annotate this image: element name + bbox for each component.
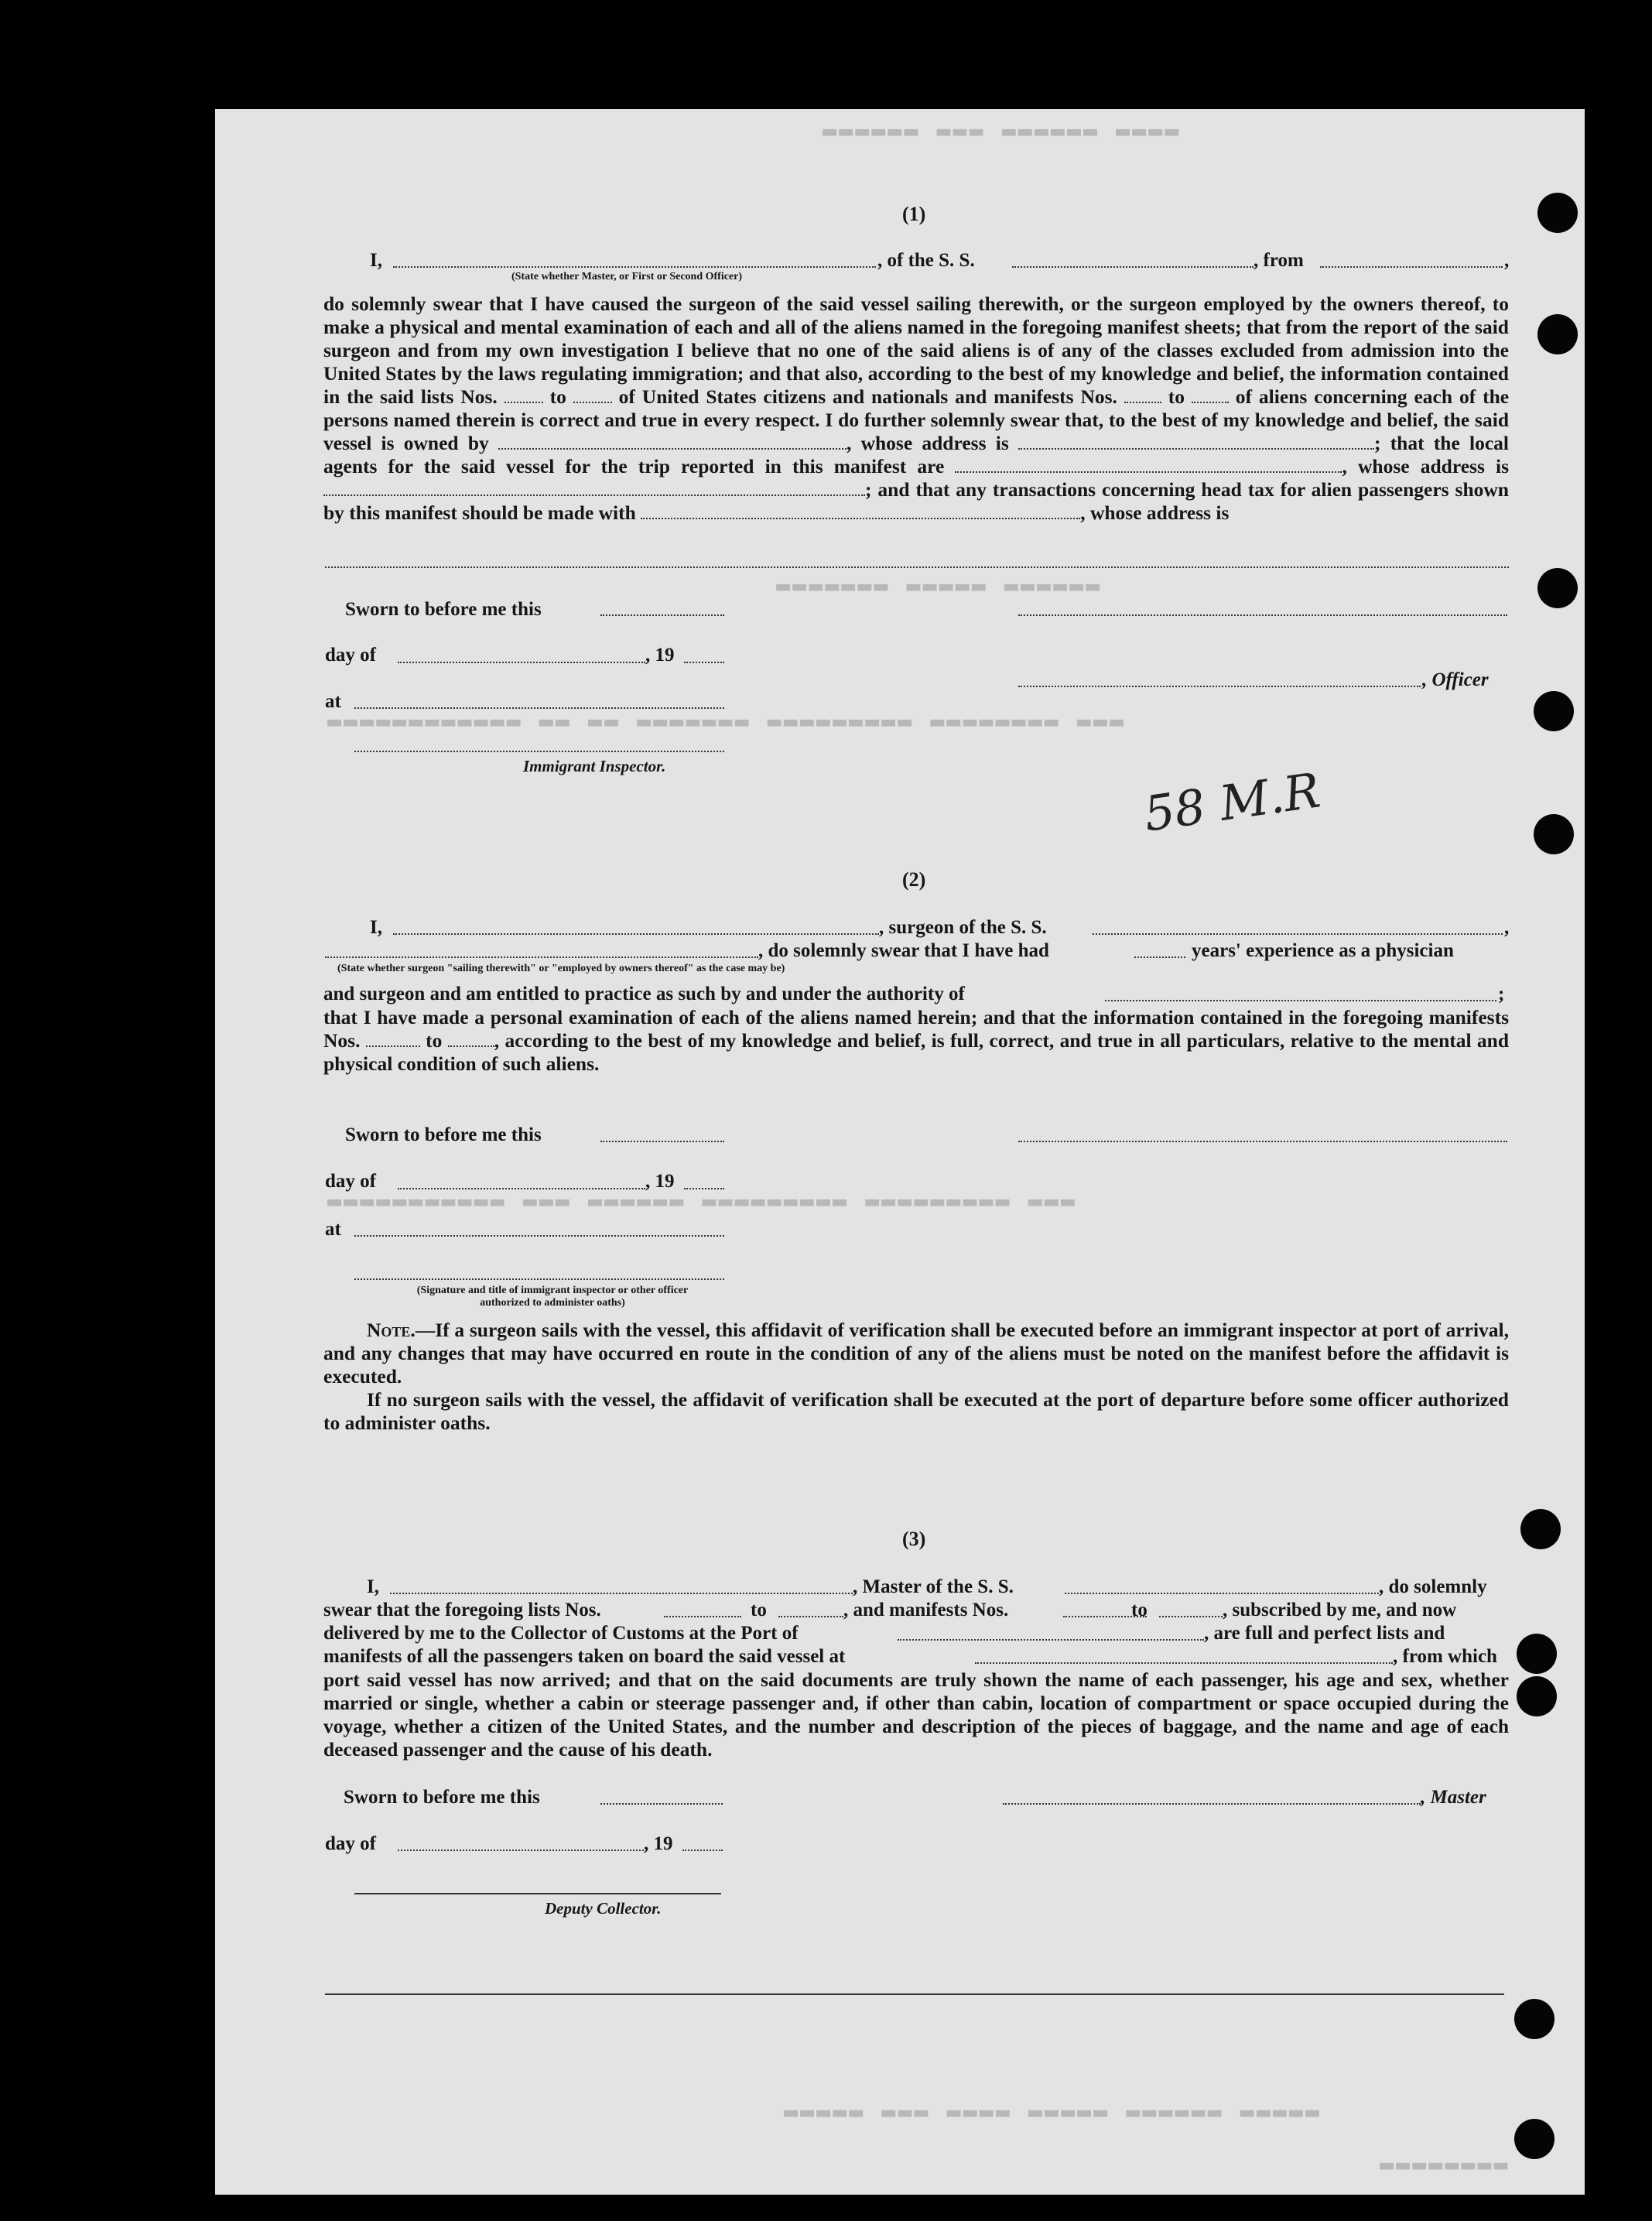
section-2-heading: (2) [902,868,926,891]
s2-day-field [398,1188,645,1189]
s2-note-text: —If a surgeon sails with the vessel, this affidavit of verification shall be executed before an immigrant inspector at port of arrival, and any changes that may have occurred en route in the condition of any of the aliens must be noted on the manifest before the affidavit is executed. [323,1319,1509,1388]
s2-body-2: , according to the best of my knowledge and belief, is full, correct, and true in all particulars, relative to the mental and physical condition of such aliens. [323,1029,1510,1075]
handwritten-annotation: 58 M.R [1141,761,1324,843]
s2-swear: , do solemnly swear that I have had [758,940,1049,961]
s1-line-i: I, [370,250,382,271]
punch-hole [1537,568,1578,608]
bleed-through-text: ▬▬▬▬▬ ▬▬▬▬▬▬ ▬▬▬▬▬ ▬▬▬▬ ▬▬▬ ▬▬▬▬▬ [782,2099,1320,2126]
s3-port-field [898,1639,1204,1641]
s2-body: that I have made a personal examination of each of the aliens named herein; and that the information contained in the foregoing manifests Nos. [323,1006,1509,1052]
s3-oath-text [323,1668,1509,1761]
s3-boarding-port-field [975,1662,1393,1664]
s1-address-line [325,566,1509,568]
s1-agents-address-field [323,481,865,496]
s3-day-of: day of [325,1833,376,1854]
punch-hole [1534,814,1574,854]
s2-day-of: day of [325,1171,376,1192]
punch-hole [1517,1676,1557,1716]
s1-nineteen: , 19 [645,645,675,666]
s2-years: years' experience as a physician [1192,940,1454,961]
s3-ship-field [1065,1593,1379,1594]
punch-hole [1514,1999,1555,2039]
s3-master-label: , Master [1421,1787,1486,1808]
s2-years-field [1134,957,1185,958]
s2-manifests-to [448,1032,494,1047]
s3-lists-to [778,1616,843,1617]
s1-lists-to [573,388,612,403]
s3-i: I, [367,1576,379,1597]
s3-sworn-field [600,1803,723,1805]
s3-lists-from [664,1616,741,1617]
s1-officer-line [1018,686,1421,687]
s1-body: do solemnly swear that I have caused the surgeon of the said vessel sailing therewith, or the surgeon employed by the owners thereof, to make a physical and mental examination of each and all of the aliens named in the foregoing manifest sheets; that from the report of the said surgeon and from my own investigation I believe that no one of the said aliens is of any of the classes excluded from admission into the United States by the laws regulating immigration; and that also, according to the best of my knowledge and belief, the information contained in the said lists Nos. [323,293,1509,408]
s1-owner-field [498,434,847,450]
s3-to-2: to [1131,1600,1148,1620]
s1-from: , from [1254,250,1304,271]
punch-hole [1517,1634,1557,1674]
s2-nineteen: , 19 [645,1171,675,1192]
s3-full-perfect: , are full and perfect lists and [1204,1623,1445,1644]
s1-comma: , [1504,250,1510,271]
punch-hole [1520,1509,1561,1549]
s2-at: at [325,1219,341,1240]
s3-swear-lists: swear that the foregoing lists Nos. [323,1600,601,1620]
s1-at: at [325,691,341,712]
s1-day-of: day of [325,645,376,666]
section-3-heading: (3) [902,1528,926,1550]
s1-inspector-caption: Immigrant Inspector. [523,757,666,775]
s1-sworn: Sworn to before me this [345,599,542,620]
s2-i: I, [370,917,382,938]
s2-surgeon-field [393,933,879,935]
s2-note-label: Note. [367,1319,416,1341]
s1-whose-address-end: , whose address is [1080,501,1230,524]
s1-to-1: to [549,385,566,408]
punch-hole [1534,691,1574,731]
s1-to-2: to [1168,385,1185,408]
s3-manifests-all: manifests of all the passengers taken on board the said vessel at [323,1646,846,1667]
s1-from-field [1320,266,1503,268]
s1-manifests-to [1192,388,1229,403]
s1-oath-text: do solemnly swear that I have caused the surgeon of the said vessel sailing therewith, or the surgeon employed by the owners thereof, to make a physical and mental examination of each and all of the aliens named in the foregoing manifest sheets; that from the report of the said surgeon and from my own investigation I believe that no one of the said aliens is of any of the classes excluded from admission into the United States by the laws regulating immigration; and that also, according to the best of my knowledge and belief, the information contained in the said lists Nos. to of United States citizens and nationals and manifests Nos. to of aliens concerning each of the persons named therein is correct and true in every respect. I do further solemnly swear that, to the best of my knowledge and belief, the said vessel is owned by , whose address is ; that the local agents for the said vessel for the trip reported in this manifest are , whose address is ; and that any transactions concerning head tax for alien passengers shown by this manifest should be made with , whose address is [323,293,1510,524]
s1-head-tax: ; and that any transactions concerning head tax for alien passengers shown by this manifest should be made with [323,478,1509,524]
s3-manifests-to [1159,1616,1223,1617]
bleed-through-text: ▬▬▬▬▬▬ ▬▬▬▬▬ ▬▬▬▬▬▬▬ [774,573,1100,600]
s2-signature-line [354,1278,724,1280]
punch-hole [1514,2119,1555,2159]
s1-head-tax-field [641,504,1080,519]
s1-of-aliens: of aliens concerning each of the persons named therein is correct and true in every respect. I do further solemnly swear that, to the best of my knowledge and belief, the said vessel is owned by [323,385,1510,454]
s1-officer-caption: (State whether Master, or First or Second Officer) [511,271,743,282]
s1-day-field [398,662,645,663]
s3-delivered: delivered by me to the Collector of Customs at the Port of [323,1623,799,1644]
s2-comma: , [1504,917,1510,938]
bleed-through-text: ▬▬▬▬▬▬▬▬ [1377,2151,1508,2178]
s1-lists-from [504,388,543,403]
bottom-rule [325,1993,1504,1995]
s2-note-2-text: If no surgeon sails with the vessel, the affidavit of verification shall be executed at the port of departure before some officer authorized to administer oaths. [323,1388,1509,1434]
s1-at-field [354,707,724,709]
s1-agents-field [955,457,1342,473]
s3-deputy-signature-line [354,1893,721,1894]
s3-from-which: , from which [1393,1646,1497,1667]
s2-sworn-field [600,1141,724,1142]
s1-year-field [684,662,724,663]
s2-surgeon-of: , surgeon of the S. S. [879,917,1047,938]
s3-to-1: to [751,1600,767,1620]
s2-note-2 [323,1388,1509,1435]
s3-sworn: Sworn to before me this [344,1787,540,1808]
s1-officer-label: , Officer [1422,669,1489,690]
s1-ship-field [1012,266,1254,268]
s1-whose-address: , whose address is [846,432,1009,454]
bleed-through-text: ▬▬▬ ▬▬▬▬▬▬▬▬ ▬▬▬▬▬▬▬▬▬ ▬▬▬▬▬▬▬ ▬▬ ▬▬ ▬▬▬▬▬▬▬▬▬▬▬▬ [325,708,1124,735]
s3-subscribed: , subscribed by me, and now [1223,1600,1457,1620]
s2-to: to [426,1029,443,1052]
s2-ship-field [1093,933,1503,935]
s2-year-field [684,1188,724,1189]
s2-capacity-field [325,957,758,958]
s2-semicolon: ; [1498,984,1505,1004]
s1-local-agents: that the local agents for the said vessel for the trip reported in this manifest are [323,432,1510,477]
s3-nineteen: , 19 [644,1833,673,1854]
s2-and-surgeon: and surgeon and am entitled to practice as such by and under the authority of [323,984,965,1004]
s1-sworn-field [600,614,724,616]
s1-semicolon: ; [1373,432,1381,454]
s3-master-field [390,1593,853,1594]
s2-surgeon-signature-line [1018,1141,1507,1142]
s2-manifests-from [366,1032,420,1047]
s1-officer-signature-line [1018,614,1507,616]
s1-of-ss: , of the S. S. [877,250,975,271]
s2-oath-text [323,1006,1509,1076]
s3-day-field [398,1850,644,1851]
s1-officer-field [393,266,876,268]
s1-manifests-from [1124,388,1161,403]
s3-and-manifests: , and manifests Nos. [843,1600,1009,1620]
punch-hole [1537,193,1578,233]
s3-year-field [682,1850,723,1851]
s3-body: port said vessel has now arrived; and that on the said documents are truly shown the name of each passenger, his age and sex, whether married or single, whether a cabin or steerage passenger and, if other than cabin, location of compartment or space occupied during the voyage, whether a citizen of the United States, and the number and description of the pieces of baggage, and the name and age of each deceased passenger and the cause of his death. [323,1668,1509,1761]
s3-master-signature-line [1003,1803,1421,1805]
s2-authority-field [1105,1000,1496,1001]
s2-note [323,1319,1509,1388]
section-1-heading: (1) [902,203,926,225]
s2-capacity-caption: (State whether surgeon "sailing therewith" or "employed by owners thereof" as the case may be) [337,963,785,974]
s2-sworn: Sworn to before me this [345,1124,542,1145]
s3-do-solemnly: , do solemnly [1379,1576,1487,1597]
s2-at-field [354,1235,724,1237]
s2-signature-caption: (Signature and title of immigrant inspector or other officer authorized to administer oaths) [416,1285,689,1309]
s1-owner-address-field [1018,434,1374,450]
s1-inspector-signature-line [354,751,724,752]
s3-master-of: , Master of the S. S. [853,1576,1014,1597]
bleed-through-text: ▬▬▬ ▬▬▬▬▬▬▬▬▬ ▬▬▬▬▬▬▬▬▬ ▬▬▬▬▬▬ ▬▬▬ ▬▬▬▬▬▬▬▬▬▬▬ [325,1188,1075,1215]
bleed-through-text: ▬▬▬▬ ▬▬▬▬▬▬ ▬▬▬ ▬▬▬▬▬▬ [820,118,1179,145]
s1-whose-address-is: whose address is [1358,455,1510,477]
s1-of-us: of United States citizens and nationals and manifests Nos. [618,385,1117,408]
s3-deputy-caption: Deputy Collector. [545,1899,662,1918]
punch-hole [1537,314,1578,354]
